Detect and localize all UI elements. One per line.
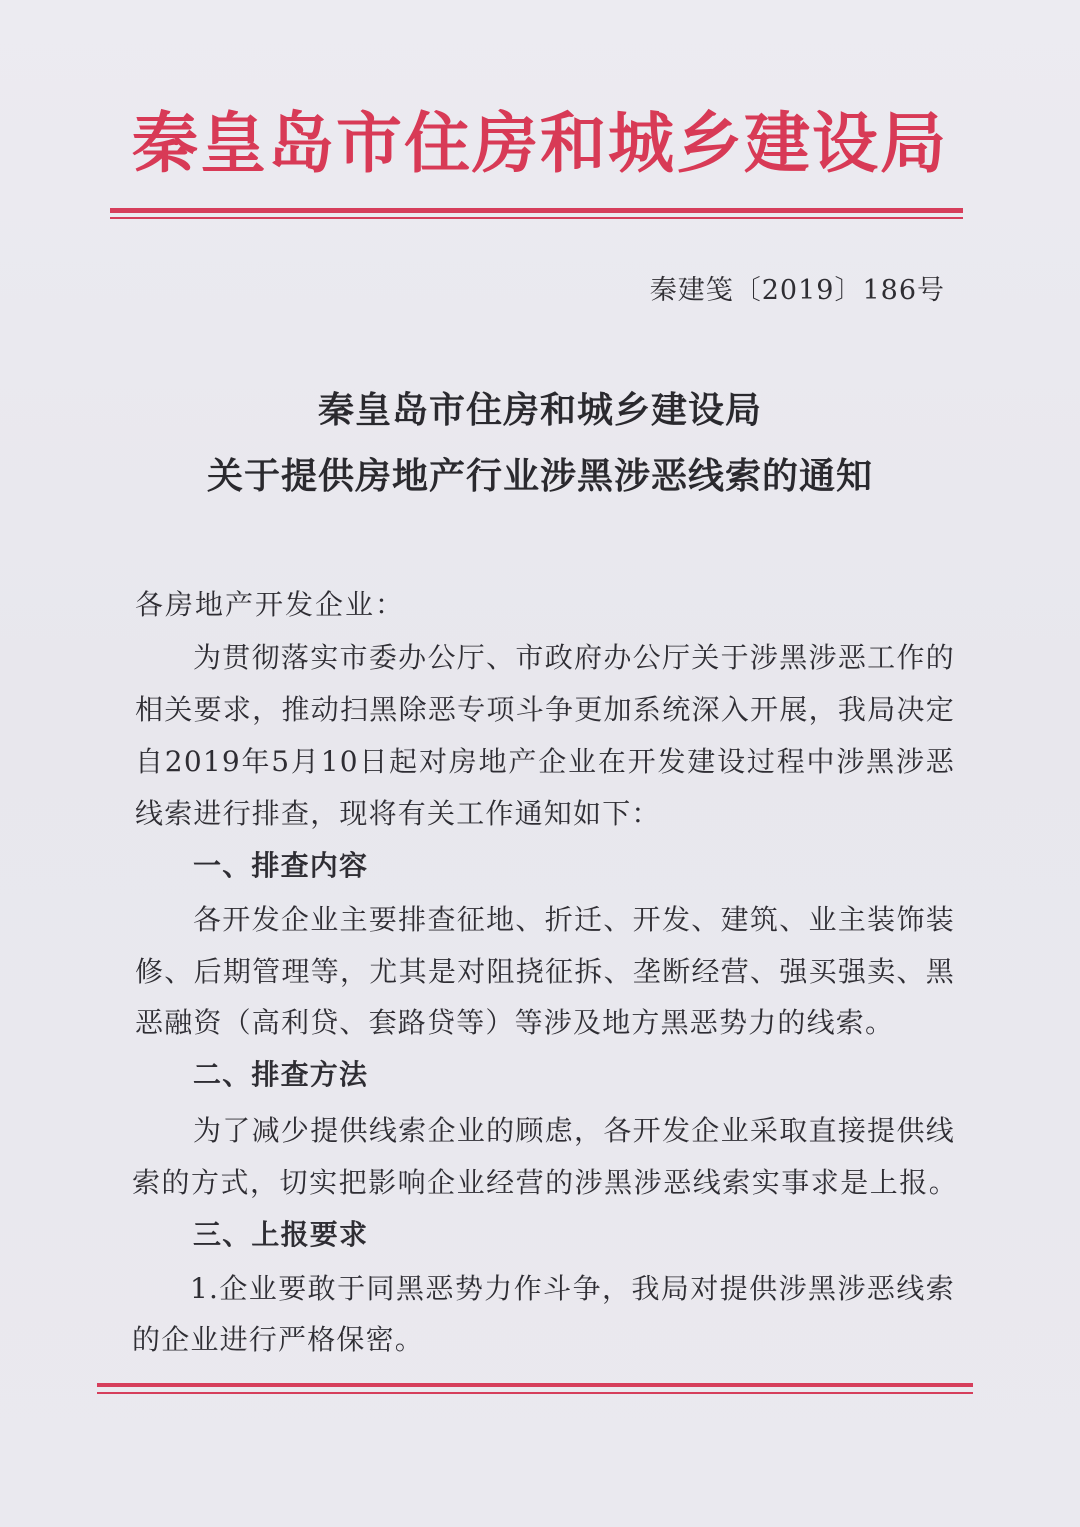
section-heading-3: 三、上报要求 bbox=[193, 1218, 369, 1251]
section-heading-2: 二、排查方法 bbox=[193, 1058, 369, 1091]
section-1-line-1: 各开发企业主要排查征地、折迁、开发、建筑、业主装饰装 bbox=[193, 903, 955, 936]
section-3-line-1: 1.企业要敢于同黑恶势力作斗争，我局对提供涉黑涉恶线索 bbox=[190, 1272, 955, 1305]
notice-title-line-2: 关于提供房地产行业涉黑涉恶线索的通知 bbox=[206, 455, 873, 497]
section-2-line-1: 为了减少提供线索企业的顾虑，各开发企业采取直接提供线 bbox=[193, 1114, 955, 1147]
masthead-title: 秦皇岛市住房和城乡建设局 bbox=[132, 104, 948, 182]
masthead-rule-thin bbox=[110, 217, 963, 219]
masthead-rule-thick bbox=[110, 208, 963, 213]
footer-rule-thin bbox=[97, 1392, 973, 1394]
document-number: 秦建笺〔2019〕186号 bbox=[649, 275, 945, 306]
intro-line-2: 相关要求，推动扫黑除恶专项斗争更加系统深入开展，我局决定 bbox=[135, 693, 955, 726]
section-1-line-3: 恶融资（高利贷、套路贷等）等涉及地方黑恶势力的线索。 bbox=[135, 1006, 895, 1039]
footer-rule-thick bbox=[97, 1383, 973, 1387]
section-1-line-2: 修、后期管理等，尤其是对阻挠征拆、垄断经营、强买强卖、黑 bbox=[135, 955, 955, 988]
notice-title-line-1: 秦皇岛市住房和城乡建设局 bbox=[317, 389, 762, 431]
section-3-line-2: 的企业进行严格保密。 bbox=[132, 1323, 425, 1356]
intro-line-3: 自2019年5月10日起对房地产企业在开发建设过程中涉黑涉恶 bbox=[135, 745, 955, 778]
section-heading-1: 一、排查内容 bbox=[193, 849, 369, 882]
intro-line-4: 线索进行排查，现将有关工作通知如下： bbox=[135, 797, 661, 830]
salutation: 各房地产开发企业： bbox=[135, 588, 406, 621]
section-2-line-2: 索的方式，切实把影响企业经营的涉黑涉恶线索实事求是上报。 bbox=[132, 1166, 958, 1199]
intro-line-1: 为贯彻落实市委办公厅、市政府办公厅关于涉黑涉恶工作的 bbox=[193, 641, 955, 674]
